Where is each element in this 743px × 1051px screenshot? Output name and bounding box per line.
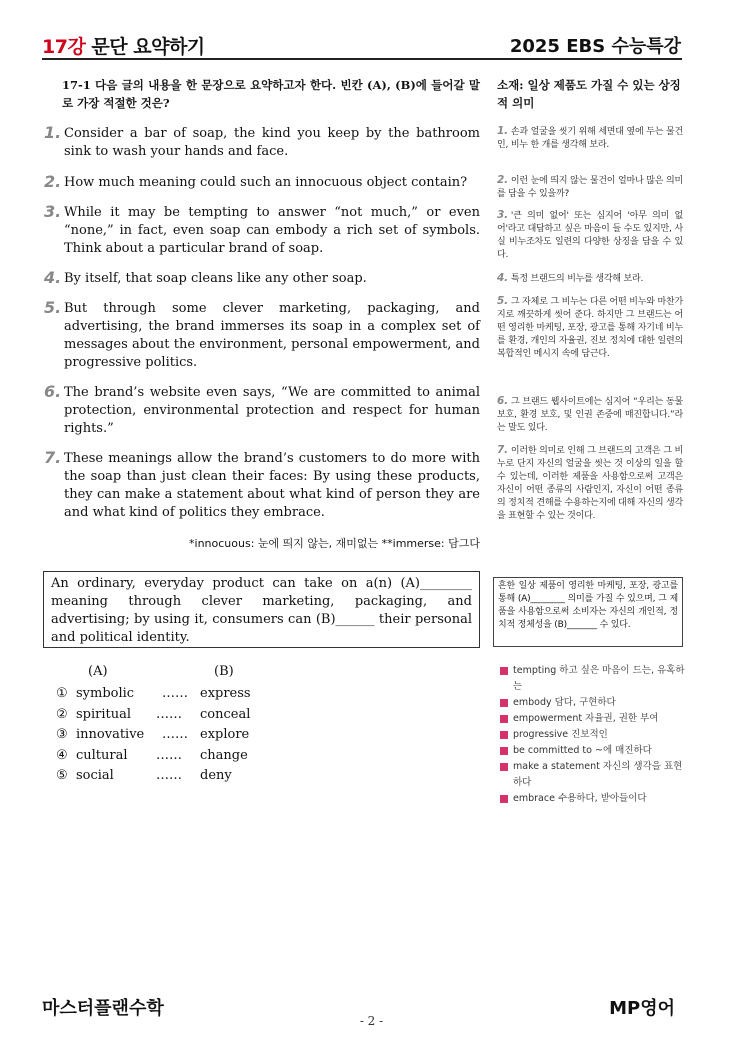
choice-a: innovative xyxy=(76,727,145,742)
book-title: 2025 EBS 수능특강 xyxy=(509,36,681,57)
paragraph-text: By itself, that soap cleans like any other soap. xyxy=(64,271,367,286)
paragraph-text: The brand’s website even says, “We are committed to animal protection, environmental protection and respect for human rights.” xyxy=(64,385,480,436)
answer-choices xyxy=(56,664,316,789)
paragraph-3 xyxy=(44,204,480,258)
choice-b: express xyxy=(200,686,251,701)
topic-label: 소재: 일상 제품도 가질 수 있는 상징적 의미 xyxy=(497,78,681,110)
choice-number: ③ xyxy=(56,727,68,742)
choice-4[interactable] xyxy=(56,748,316,769)
translation-text: 특정 브랜드의 비누를 생각해 보라. xyxy=(510,274,644,284)
choice-a: symbolic xyxy=(76,686,135,701)
translation-4 xyxy=(497,272,683,286)
paragraph-number: 6. xyxy=(44,382,62,401)
summary-text: An ordinary, everyday product can take on a(n) (A)________ meaning through clever marketing, packaging, and advertising; by using it, consumers can (B)______ their personal and political identity. xyxy=(51,576,472,645)
bullet-square-icon xyxy=(500,763,508,771)
paragraph-text: How much meaning could such an innocuous object contain? xyxy=(64,175,468,190)
translation-3 xyxy=(497,209,683,262)
choice-number: ⑤ xyxy=(56,768,68,783)
vocab-item: embody 담다, 구현하다 xyxy=(497,695,685,711)
translation-number: 6. xyxy=(497,395,508,407)
paragraph-1 xyxy=(44,125,480,161)
choice-number: ① xyxy=(56,686,68,701)
paragraph-text: While it may be tempting to answer “not much,” or even “none,” in fact, even soap can embody a rich set of symbols. Think about a particular brand of soap. xyxy=(64,205,480,256)
choice-3[interactable] xyxy=(56,727,316,748)
summary-box xyxy=(43,571,480,648)
paragraph-text: But through some clever marketing, packaging, and advertising, the brand immerses its soap in a complex set of messages about the environment, personal empowerment, and progressive politics. xyxy=(64,301,480,370)
paragraph-4 xyxy=(44,270,480,288)
page-number: - 2 - xyxy=(359,1014,384,1028)
lecture-number: 17강 xyxy=(42,36,86,58)
vocab-item: be committed to ~에 매진하다 xyxy=(497,743,685,759)
translation-text: 손과 얼굴을 씻기 위해 세면대 옆에 두는 물건인, 비누 한 개를 생각해 보라. xyxy=(497,127,683,150)
translation-text: '큰 의미 없어' 또는 심지어 '아무 의미 없어'라고 대답하고 싶은 마음이 들 수도 있지만, 사실 비누조차도 일련의 다양한 상징을 담을 수 있다. xyxy=(497,211,683,260)
bullet-square-icon xyxy=(500,795,508,803)
translation-text: 그 자체로 그 비누는 다른 어떤 비누와 마찬가지로 깨끗하게 씻어 준다. 하지만 그 브랜드는 어떤 영리한 마케팅, 포장, 광고를 통해 자기네 비누를 환경, 개인의 자율권, 진보 정치에 대한 일련의 복합적인 메시지 속에 담근다. xyxy=(497,297,683,359)
column-b-header: (B) xyxy=(214,664,234,679)
translation-text: 그 브랜드 웹사이트에는 심지어 “우리는 동물 보호, 환경 보호, 및 인권 존중에 매진합니다.”라는 말도 있다. xyxy=(497,397,683,433)
bullet-square-icon xyxy=(500,699,508,707)
choice-a: cultural xyxy=(76,747,128,763)
summary-translation-box xyxy=(493,577,683,647)
choice-dots: …… xyxy=(156,747,182,763)
choice-b: deny xyxy=(200,768,232,783)
translation-number: 1. xyxy=(497,125,508,137)
paragraph-number: 3. xyxy=(44,202,62,221)
paragraph-number: 4. xyxy=(44,268,62,287)
paragraph-number: 7. xyxy=(44,448,62,467)
translation-number: 7. xyxy=(497,444,508,456)
choices-header xyxy=(56,664,316,686)
brand-name: MP영어 xyxy=(609,998,675,1019)
choice-1[interactable] xyxy=(56,686,316,707)
choice-dots: …… xyxy=(156,768,182,783)
choice-2[interactable] xyxy=(56,707,316,728)
translation-number: 4. xyxy=(497,272,508,284)
translation-7 xyxy=(497,444,683,523)
choice-dots: …… xyxy=(162,727,188,742)
paragraph-number: 2. xyxy=(44,172,62,191)
question-title: 17-1 다음 글의 내용을 한 문장으로 요약하고자 한다. 빈칸 (A), (B)에 들어갈 말로 가장 적절한 것은? xyxy=(62,78,480,110)
translation-text: 이런 눈에 띄지 않는 물건이 얼마나 많은 의미를 담을 수 있을까? xyxy=(497,176,683,199)
paragraph-2 xyxy=(44,174,480,192)
publisher-name: 마스터플랜수학 xyxy=(42,998,164,1019)
translation-number: 3. xyxy=(497,209,508,221)
choice-number: ④ xyxy=(56,747,68,763)
vocab-item: embrace 수용하다, 받아들이다 xyxy=(497,791,685,807)
translation-number: 2. xyxy=(497,174,508,186)
paragraph-number: 1. xyxy=(44,123,62,142)
bullet-square-icon xyxy=(500,715,508,723)
choice-dots: …… xyxy=(156,706,182,722)
vocabulary-list xyxy=(497,663,685,807)
paragraph-6 xyxy=(44,384,480,438)
bullet-square-icon xyxy=(500,667,508,675)
bullet-square-icon xyxy=(500,747,508,755)
vocab-item: empowerment 자율권, 권한 부여 xyxy=(497,711,685,727)
bullet-square-icon xyxy=(500,731,508,739)
vocabulary-gloss: *innocuous: 눈에 띄지 않는, 재미없는 **immerse: 담그다 xyxy=(189,537,480,550)
translation-6 xyxy=(497,395,683,435)
column-a-header: (A) xyxy=(88,664,108,679)
choice-a: spiritual xyxy=(76,706,132,722)
paragraph-number: 5. xyxy=(44,298,62,317)
translation-text: 이러한 의미로 인해 그 브랜드의 고객은 그 비누로 단지 자신의 얼굴을 씻는 것 이상의 일을 할 수 있는데, 이러한 제품을 사용함으로써 고객은 자신이 어떤 종류의 사람인지, 자신이 어떤 종류의 정치적 견해를 수용하는지에 대해 자신의 생각을 표현할 수 있는 것이다. xyxy=(497,446,683,521)
translation-number: 5. xyxy=(497,295,508,307)
lecture-heading xyxy=(42,32,205,59)
translation-2 xyxy=(497,174,683,201)
summary-translation-text: 흔한 일상 제품이 영리한 마케팅, 포장, 광고를 통해 (A)________ 의미를 가질 수 있으며, 그 제품을 사용함으로써 소비자는 자신의 개인적, 정치적 정체성을 (B)_______ 수 있다. xyxy=(498,581,678,630)
paragraph-text: These meanings allow the brand’s customers to do more with the soap than just clean their faces: By using these products, they can make a statement about what kind of person they are and what kind of politics they embrace. xyxy=(64,451,480,520)
choice-number: ② xyxy=(56,706,68,722)
choice-dots: …… xyxy=(162,686,188,701)
choice-b: conceal xyxy=(200,706,251,722)
vocab-item: make a statement 자신의 생각을 표현하다 xyxy=(497,759,685,791)
paragraph-5 xyxy=(44,300,480,372)
header-divider xyxy=(42,58,682,60)
paragraph-text: Consider a bar of soap, the kind you keep by the bathroom sink to wash your hands and face. xyxy=(64,126,480,159)
choice-b: explore xyxy=(200,727,250,742)
choice-a: social xyxy=(76,768,114,783)
translation-5 xyxy=(497,295,683,361)
choice-b: change xyxy=(200,747,248,763)
lecture-title: 문단 요약하기 xyxy=(91,36,205,58)
vocab-item: tempting 하고 싶은 마음이 드는, 유혹하는 xyxy=(497,663,685,695)
choice-5[interactable] xyxy=(56,768,316,789)
vocab-item: progressive 진보적인 xyxy=(497,727,685,743)
translation-1 xyxy=(497,125,683,152)
paragraph-7 xyxy=(44,450,480,522)
